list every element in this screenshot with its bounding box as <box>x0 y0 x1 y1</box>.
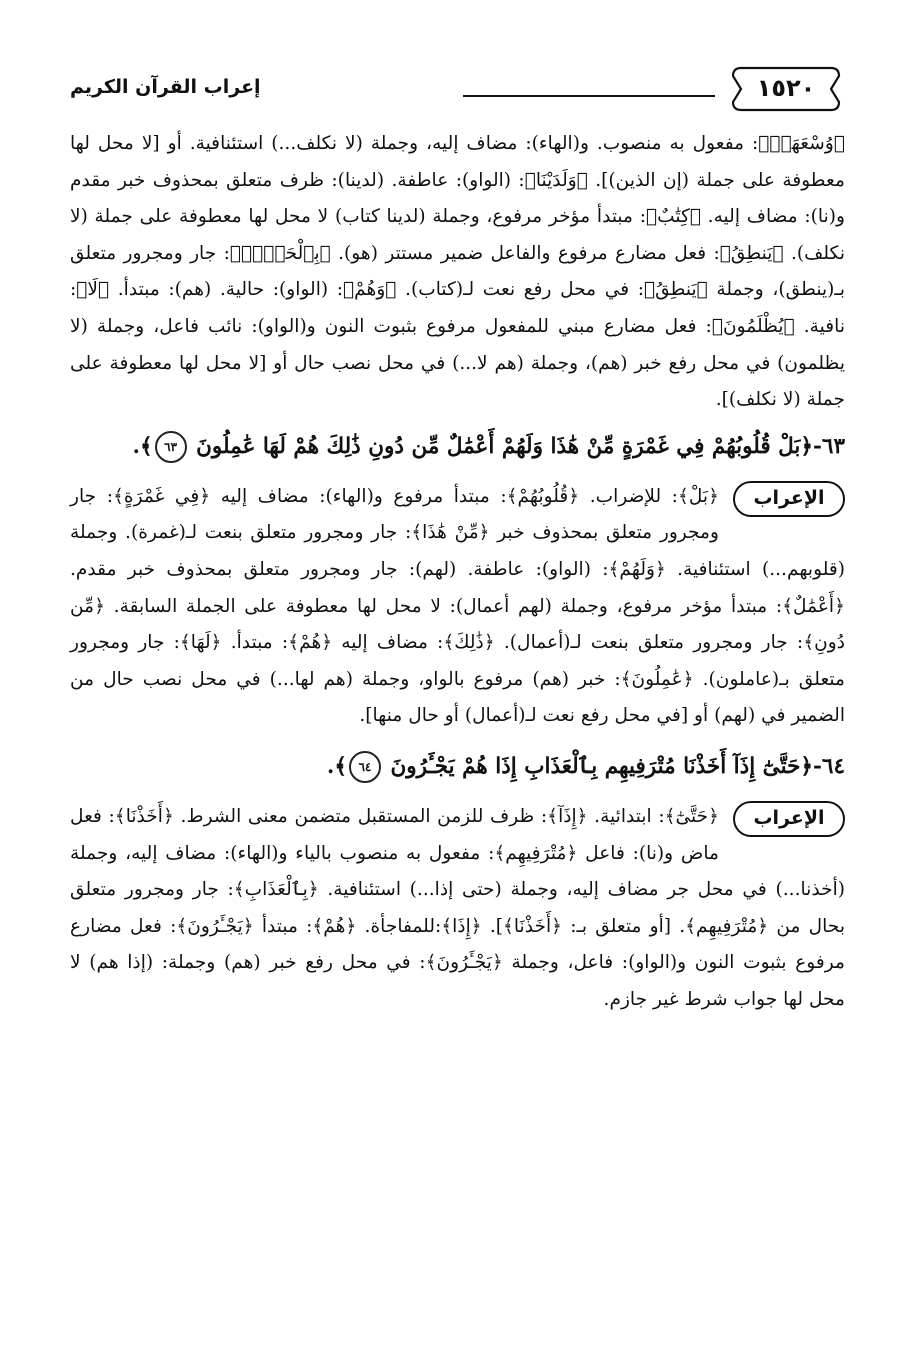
irab-label: الإعراب <box>733 481 845 517</box>
verse-close: ﴾. <box>326 753 347 779</box>
header-rule <box>463 95 715 97</box>
verse-number: ٦٤ <box>821 753 845 779</box>
book-title: إعراب القرآن الكريم <box>70 76 261 98</box>
page <box>70 62 845 1018</box>
page-number: ١٥٢٠ <box>756 74 816 102</box>
page-number-badge <box>727 62 845 116</box>
ayah-end-icon: ٦٣ <box>155 431 187 463</box>
irab-text-63: ﴿بَلْ﴾: للإضراب. ﴿قُلُوبُهُمْ﴾: مبتدأ مرفوع و(الهاء): مضاف إليه ﴿فِي غَمْرَةٍ﴾: جار ومجرور متعلق بمحذوف خبر ﴿مِّنْ هَٰذَا﴾: جار ومجرور متعلق بنعت لـ(غمرة). وجملة (قلوبهم...) استئنافية. ﴿وَلَهُمْ﴾: (الواو): عاطفة. (لهم): جار ومجرور متعلق بمحذوف خبر مقدم. ﴿أَعْمَٰلٌ﴾: مبتدأ مؤخر مرفوع، وجملة (لهم أعمال): لا محل لها معطوفة على الجملة السابقة. ﴿مِّن دُونِ﴾: جار ومجرور متعلق بنعت لـ(أعمال). ﴿ذَٰلِكَ﴾: مضاف إليه ﴿هُمْ﴾: مبتدأ. ﴿لَهَا﴾: جار ومجرور متعلق بـ(عاملون). ﴿عَٰمِلُونَ﴾: خبر (هم) مرفوع بالواو، وجملة (هم لها...) في محل نصب حال من الضمير في (لهم) أو [في محل رفع نعت لـ(أعمال) أو حال منها]. <box>70 485 845 727</box>
irab-section-63 <box>70 479 845 735</box>
irab-text-64: ﴿حَتَّىٰٓ﴾: ابتدائية. ﴿إِذَآ﴾: ظرف للزمن المستقبل متضمن معنى الشرط. ﴿أَخَذْنَا﴾: فعل ماض و(نا): فاعل ﴿مُتْرَفِيهِم﴾: مفعول به منصوب بالياء و(الهاء): مضاف إليه، وجملة (أخذنا...) في محل جر مضاف إليه، وجملة (حتى إذا...) استئنافية. ﴿بِٱلْعَذَابِ﴾: جار ومجرور متعلق بحال من ﴿مُتْرَفِيهِم﴾. [أو متعلق بـ: ﴿أَخَذْنَا﴾]. ﴿إِذَا﴾:للمفاجأة. ﴿هُمْ﴾: مبتدأ ﴿يَجْـَٔرُونَ﴾: فعل مضارع مرفوع بثبوت النون و(الواو): فاعل، وجملة ﴿يَجْـَٔرُونَ﴾: في محل رفع خبر (هم) وجملة: (إذا هم) لا محل لها جواب شرط غير جازم. <box>70 805 845 1010</box>
page-content <box>70 126 845 1018</box>
irab-section-64 <box>70 799 845 1019</box>
page-header <box>70 62 845 122</box>
paragraph-verse-62-irab: ﴿وُسْعَهَاۚ﴾: مفعول به منصوب. و(الهاء): مضاف إليه، وجملة (لا نكلف...) استئنافية. أو [لا محل لها معطوفة على جملة (إن الذين)]. ﴿وَلَدَيْنَا﴾: (الواو): عاطفة. (لدينا): ظرف متعلق بمحذوف خبر مقدم و(نا): مضاف إليه. ﴿كِتَٰبٌ﴾: مبتدأ مؤخر مرفوع، وجملة (لدينا كتاب) لا محل لها معطوفة على جملة (لا نكلف). ﴿يَنطِقُ﴾: فعل مضارع مرفوع والفاعل ضمير مستتر (هو). ﴿بِٱلْحَقِّۚ﴾: جار ومجرور متعلق بـ(ينطق)، وجملة ﴿يَنطِقُ﴾: في محل رفع نعت لـ(كتاب). ﴿وَهُمْ﴾: (الواو): حالية. (هم): مبتدأ. ﴿لَا﴾: نافية. ﴿يُظْلَمُونَ﴾: فعل مضارع مبني للمفعول مرفوع بثبوت النون و(الواو): نائب فاعل، وجملة (لا يظلمون) في محل رفع خبر (هم)، وجملة (هم لا...) في محل نصب حال أو [لا محل لها معطوفة على جملة (لا نكلف)]. <box>70 133 845 411</box>
verse-number: ٦٣ <box>821 433 845 459</box>
verse-text: ﴿بَلْ قُلُوبُهُمْ فِي غَمْرَةٍ مِّنْ هَٰذَا وَلَهُمْ أَعْمَٰلٌ مِّن دُونِ ذَٰلِكَ هُمْ لَهَا عَٰمِلُونَ <box>196 433 813 459</box>
verse-close: ﴾. <box>132 433 153 459</box>
verse-63: ٦٣-﴿بَلْ قُلُوبُهُمْ فِي غَمْرَةٍ مِّنْ هَٰذَا وَلَهُمْ أَعْمَٰلٌ مِّن دُونِ ذَٰلِكَ هُمْ لَهَا عَٰمِلُونَ ٦٣﴾. <box>70 425 845 469</box>
ayah-end-icon: ٦٤ <box>349 751 381 783</box>
verse-text: ﴿حَتَّىٰٓ إِذَآ أَخَذْنَا مُتْرَفِيهِم بِٱلْعَذَابِ إِذَا هُمْ يَجْـَٔرُونَ <box>390 753 813 779</box>
verse-64: ٦٤-﴿حَتَّىٰٓ إِذَآ أَخَذْنَا مُتْرَفِيهِم بِٱلْعَذَابِ إِذَا هُمْ يَجْـَٔرُونَ ٦٤﴾. <box>70 745 845 789</box>
irab-label: الإعراب <box>733 801 845 837</box>
